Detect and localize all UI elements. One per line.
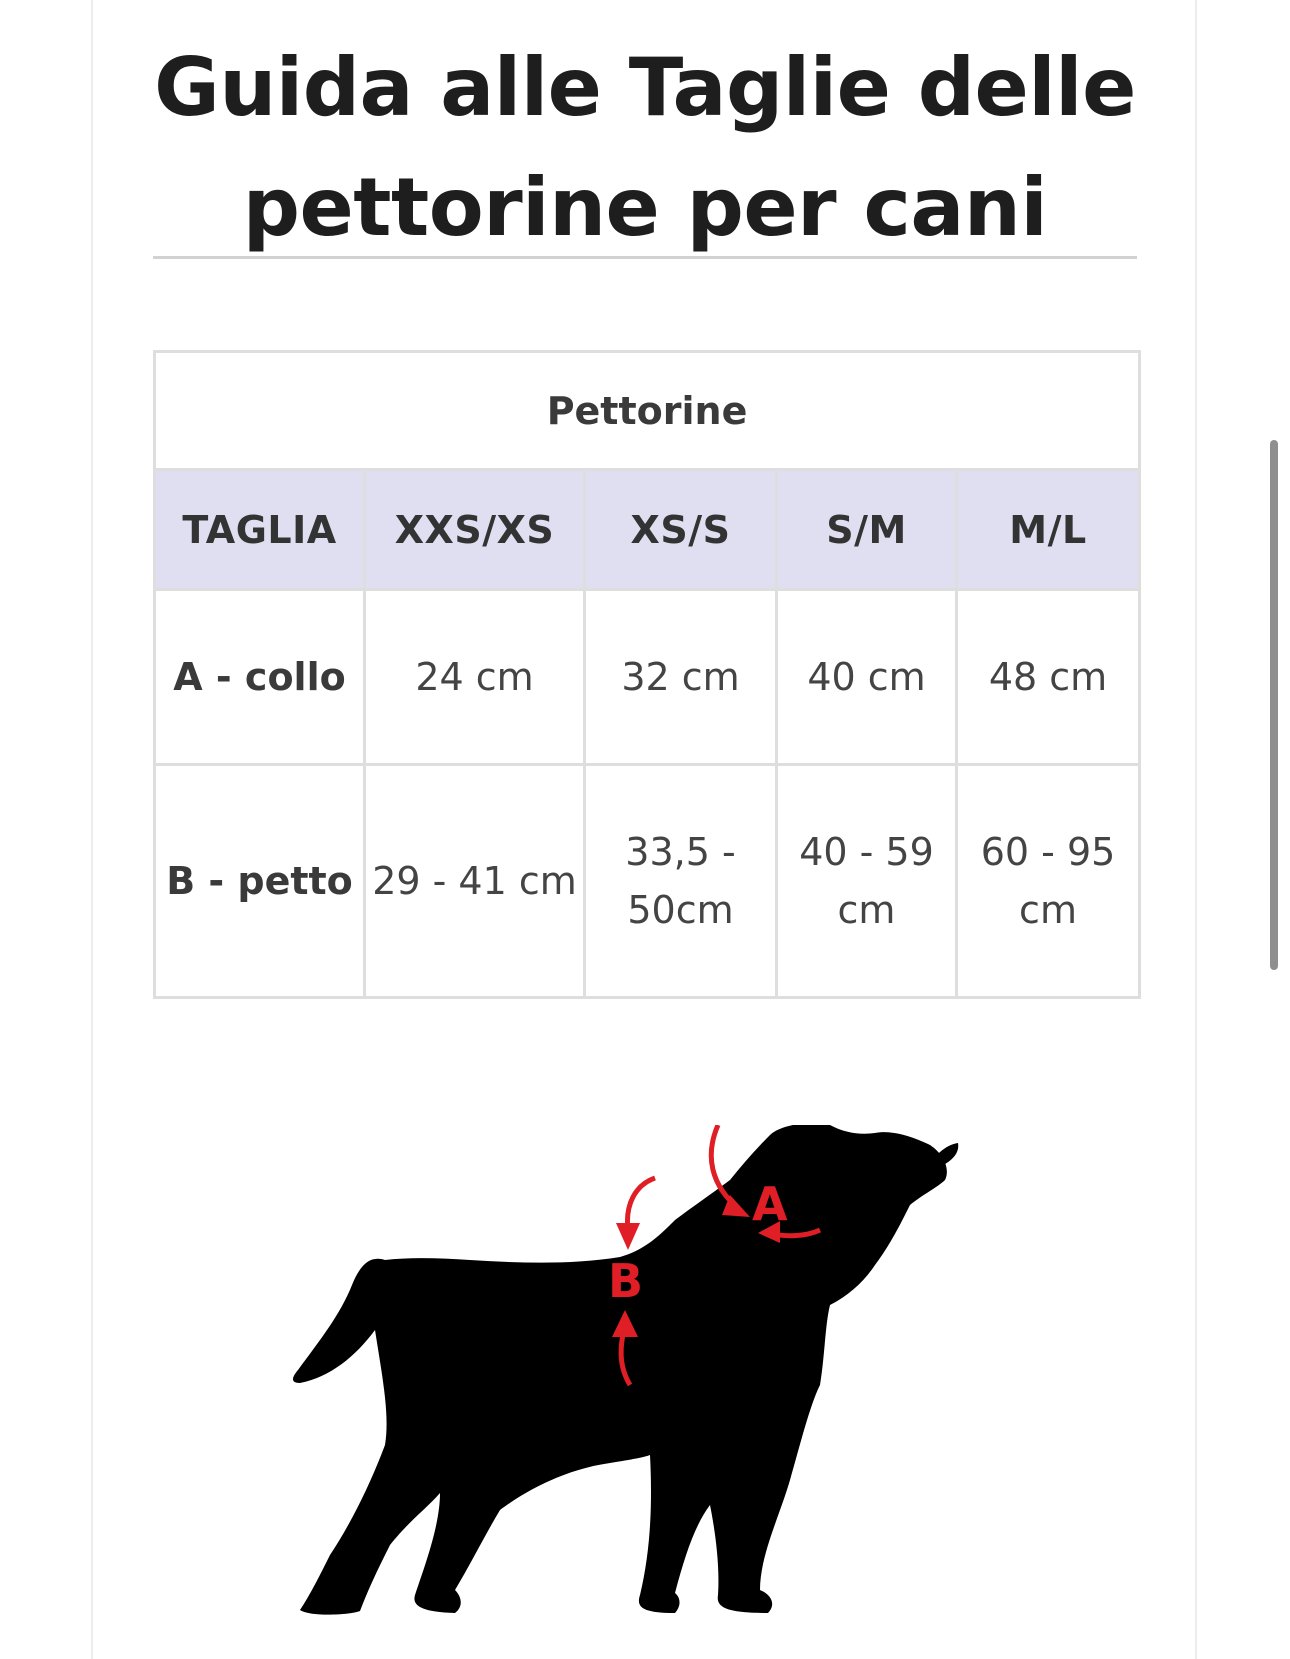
size-chart-table <box>153 350 1141 999</box>
chest-xs-s: 33,5 - 50cm <box>585 765 777 998</box>
header-size: TAGLIA <box>155 470 365 590</box>
neck-s-m: 40 cm <box>777 590 957 765</box>
table-row-neck <box>155 590 1140 765</box>
table-header-row <box>155 470 1140 590</box>
row-label-neck: A - collo <box>155 590 365 765</box>
table-caption-row <box>155 352 1140 470</box>
row-label-chest: B - petto <box>155 765 365 998</box>
dog-silhouette-svg <box>290 1125 1030 1625</box>
neck-xxs-xs: 24 cm <box>365 590 585 765</box>
title-divider <box>153 256 1137 259</box>
neck-m-l: 48 cm <box>957 590 1140 765</box>
chest-marker-label: B <box>608 1254 644 1308</box>
dog-measurement-diagram <box>290 1125 1030 1625</box>
chest-s-m: 40 - 59 cm <box>777 765 957 998</box>
page-title: Guida alle Taglie delle pettorine per cani <box>154 41 1136 254</box>
dog-silhouette <box>293 1125 947 1615</box>
header-s-m: S/M <box>777 470 957 590</box>
table-caption: Pettorine <box>155 352 1140 470</box>
chest-xxs-xs: 29 - 41 cm <box>365 765 585 998</box>
header-m-l: M/L <box>957 470 1140 590</box>
table-row-chest <box>155 765 1140 998</box>
neck-marker-label: A <box>752 1177 788 1231</box>
scrollbar-thumb[interactable] <box>1270 440 1278 970</box>
header-xxs-xs: XXS/XS <box>365 470 585 590</box>
neck-xs-s: 32 cm <box>585 590 777 765</box>
chest-m-l: 60 - 95 cm <box>957 765 1140 998</box>
header-xs-s: XS/S <box>585 470 777 590</box>
